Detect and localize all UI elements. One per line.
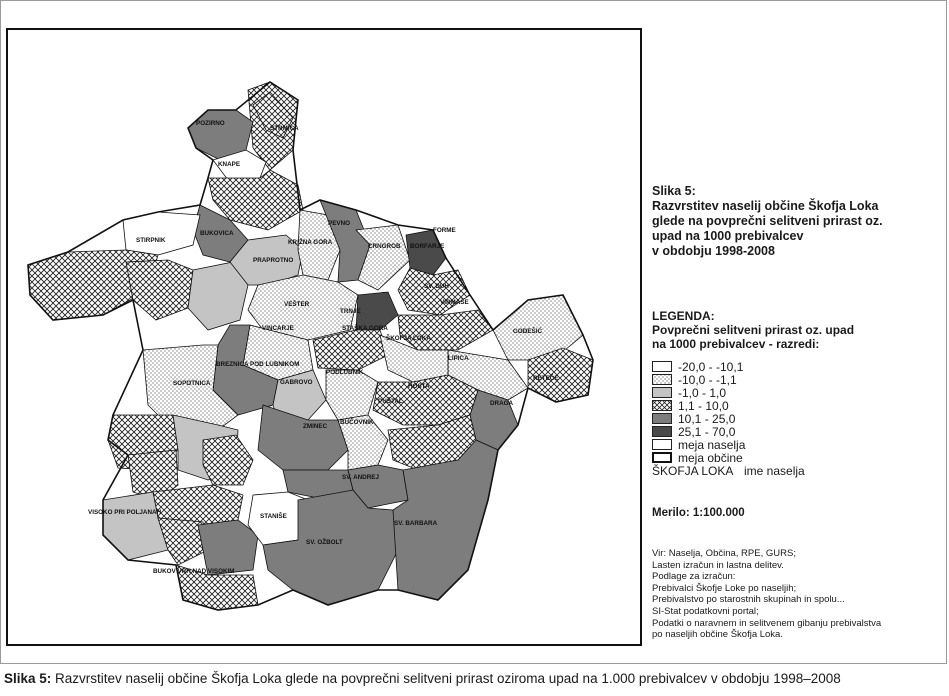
label-pustal: PUŠTAL: [378, 398, 403, 405]
region-podlubnik: [326, 370, 378, 420]
source-line: Podlage za izračun:: [652, 571, 736, 583]
region-gabrk: [203, 435, 253, 485]
legend-swatch-settlement-boundary: [652, 439, 672, 450]
legend-swatch-municipal-boundary: [652, 452, 672, 463]
label-forme: FORME: [433, 227, 456, 234]
legend-label-1: -20,0 - -10,1: [678, 360, 744, 374]
label-hosta: HOSTA: [408, 383, 430, 390]
settlement-map: [8, 30, 640, 644]
label-pozirno: POZIRNO: [196, 120, 225, 127]
label-sv-ozbolt: SV. OŽBOLT: [306, 539, 343, 546]
source-line: Prebivalci Škofje Loke po naseljih;: [652, 582, 797, 594]
title-line-2: Razvrstitev naselij občine Škofja Loka: [652, 199, 879, 213]
legend-subheading-1: Povprečni selitveni prirast oz. upad: [652, 323, 855, 337]
source-line: SI-Stat podatkovni portal;: [652, 605, 759, 617]
legend-subheading-2: na 1000 prebivalcev - razredi:: [652, 337, 820, 351]
label-pevno: PEVNO: [328, 220, 351, 227]
sources-block: [652, 548, 942, 641]
region-sv-duh: [398, 268, 470, 315]
label-staska-gora: STAŠKA GORA: [342, 325, 388, 332]
title-line-3: glede na povprečni selitveni prirast oz.: [652, 214, 883, 228]
legend-heading: LEGENDA:: [652, 309, 715, 323]
label-breznica: BREZNICA POD LUBNIKOM: [216, 361, 300, 368]
label-zminec: ZMINEC: [303, 423, 328, 430]
map-scale: Merilo: 1:100.000: [652, 507, 745, 519]
label-stanise: STANIŠE: [260, 513, 287, 520]
label-bucovnik: BUČOVNIK: [340, 419, 374, 426]
title-line-5: v obdobju 1998-2008: [652, 244, 775, 258]
title-line-1: Slika 5:: [652, 184, 696, 198]
label-visoko: VISOKO PRI POLJANAH: [88, 509, 162, 516]
label-borfarje: BORFARJE: [410, 243, 445, 250]
legend-label-settlement-boundary: meja naselja: [678, 438, 746, 452]
legend-name-example-text: ŠKOFJA LOKA: [652, 464, 734, 478]
source-line: po naseljih občine Škofja Loka.: [652, 629, 783, 641]
label-skofja-loka: ŠKOFJA LOKA: [386, 335, 431, 342]
label-trnje: TRNJE: [340, 308, 361, 315]
region-virmase: [398, 310, 493, 350]
legend-header: [652, 309, 942, 351]
label-sv-duh: SV. DUH: [424, 283, 449, 290]
source-line: Lasten izračun in lastna delitev.: [652, 559, 784, 571]
title-line-4: upad na 1000 prebivalcev: [652, 229, 804, 243]
label-sv-andrej: SV. ANDREJ: [342, 474, 379, 481]
legend-swatch-dots: [652, 374, 672, 385]
label-sopotnica: SOPOTNICA: [173, 380, 211, 387]
source-line: Vir: Naselja, Občina, RPE, GURS;: [652, 548, 796, 559]
region-zgornja: [126, 260, 193, 320]
legend-label-2: -10,0 - -1,1: [678, 373, 737, 387]
label-stirpnik: STIRPNIK: [136, 237, 166, 244]
legend-name-example-desc: ime naselja: [744, 464, 805, 478]
legend-label-4: 1,1 - 10,0: [678, 399, 729, 413]
label-praprotno: PRAPROTNO: [253, 257, 294, 264]
label-virmase: VIRMAŠE: [440, 299, 469, 306]
label-knape: KNAPE: [218, 161, 241, 168]
source-line: Podatki o naravnem in selitvenem gibanju prebivalstva: [652, 617, 882, 629]
label-sv-barbara: SV. BARBARA: [394, 520, 438, 527]
source-line: Prebivalstvo po starostnih skupinah in spolu...: [652, 594, 845, 606]
legend-swatch-white: [652, 361, 672, 372]
label-bukovica: BUKOVICA: [200, 230, 234, 237]
label-podlubnik: PODLUBNIK: [326, 369, 364, 376]
label-godesic: GODEŠIĆ: [513, 328, 543, 335]
caption-text: Razvrstitev naselij občine Škofja Loka glede na povprečni selitveni prirast oziroma upad na 1.000 prebivalcev v obdobju 1998–2008: [51, 671, 841, 686]
figure-caption: [4, 671, 841, 686]
label-lipica: LIPICA: [448, 355, 469, 362]
caption-label: Slika 5:: [4, 671, 52, 686]
legend-label-6: 25,1 - 70,0: [678, 425, 736, 439]
region-stirpnik: [123, 212, 200, 255]
legend-label-5: 10,1 - 25,0: [678, 412, 736, 426]
legend-swatch-dark-gray: [652, 426, 672, 437]
label-retece: RETEČE: [533, 375, 559, 382]
legend-swatch-crosshatch: [652, 400, 672, 411]
label-gabrovo: GABROVO: [280, 379, 313, 386]
legend-label-3: -1,0 - 1,0: [678, 386, 727, 400]
label-krizna-gora: KRIŽNA GORA: [288, 239, 333, 246]
label-bukov-vrh: BUKOV VRH NAD VISOKIM: [153, 568, 235, 575]
figure-title: [652, 184, 942, 259]
legend-label-municipal-boundary: meja občine: [678, 451, 743, 465]
region-zalterski-vrh: [198, 520, 258, 575]
label-vincarje: VINCARJE: [262, 325, 294, 332]
legend-swatch-light-gray: [652, 387, 672, 398]
label-strmica: STRMICA: [270, 125, 299, 132]
label-draga: DRAGA: [490, 400, 514, 407]
legend-swatch-medium-gray: [652, 413, 672, 424]
label-crngrob: CRNGROB: [368, 243, 401, 250]
label-vester: VEŠTER: [284, 301, 310, 308]
